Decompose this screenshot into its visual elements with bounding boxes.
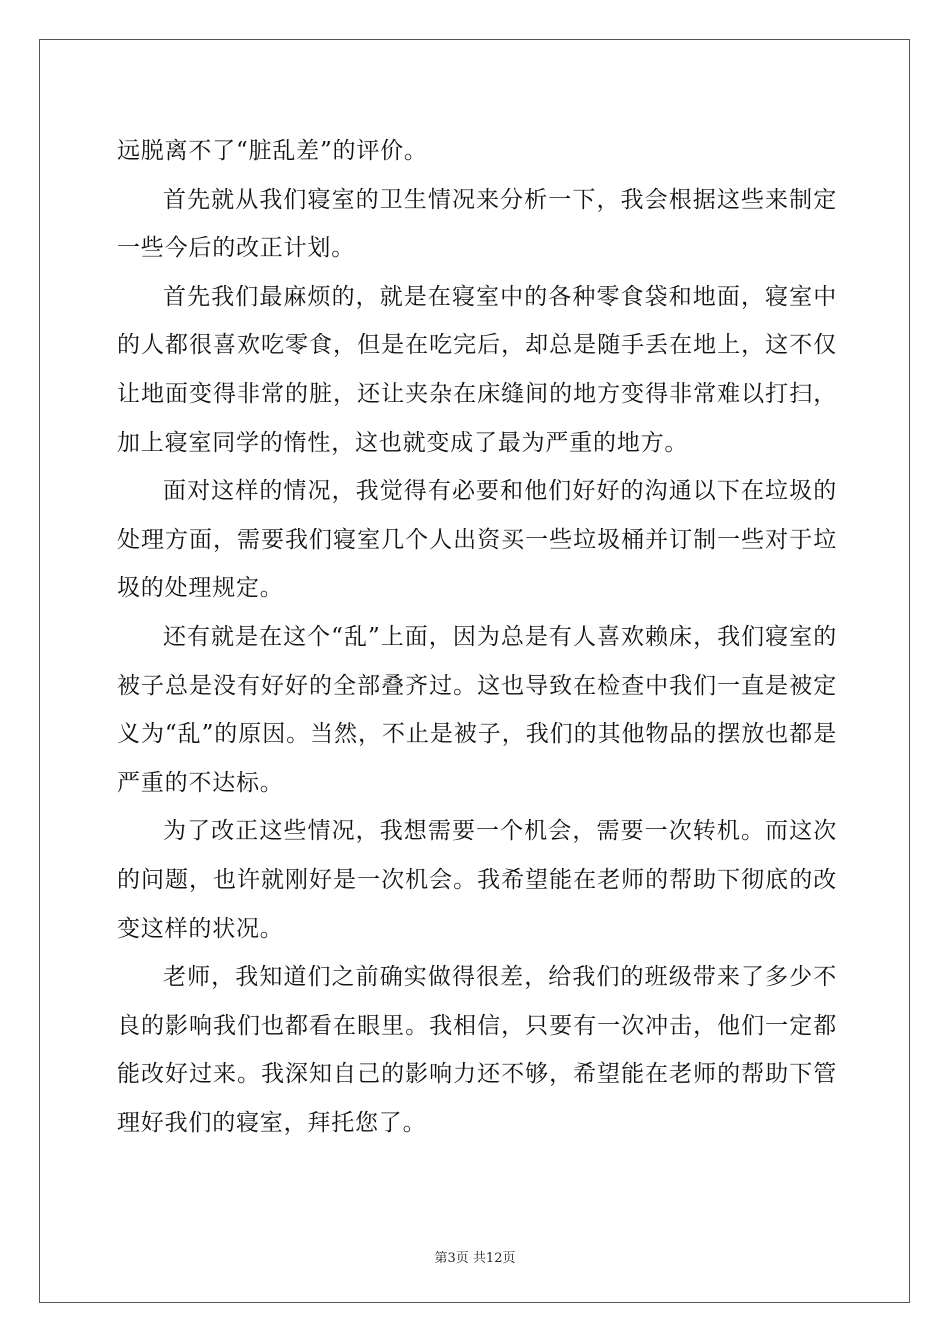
paragraph: 首先我们最麻烦的，就是在寝室中的各种零食袋和地面，寝室中的人都很喜欢吃零食，但是在吃完后，却总是随手丢在地上，这不仅让地面变得非常的脏，还让夹杂在床缝间的地方变得非常难以打扫，加上寝室同学的惰性，这也就变成了最为严重的地方。 [117,283,837,456]
paragraph: 老师，我知道们之前确实做得很差，给我们的班级带来了多少不良的影响我们也都看在眼里。我相信，只要有一次冲击，他们一定都能改好过来。我深知自己的影响力还不够，希望能在老师的帮助下管理好我们的寝室，拜托您了。 [117,964,837,1136]
page-number-footer: 第3页 共12页 [434,1251,516,1266]
paragraph: 面对这样的情况，我觉得有必要和他们好好的沟通以下在垃圾的处理方面，需要我们寝室几个人出资买一些垃圾桶并订制一些对于垃圾的处理规定。 [117,478,837,602]
paragraph: 还有就是在这个“乱”上面，因为总是有人喜欢赖床，我们寝室的被子总是没有好好的全部叠齐过。这也导致在检查中我们一直是被定义为“乱”的原因。当然，不止是被子，我们的其他物品的摆放也都是严重的不达标。 [117,623,837,796]
paragraph: 为了改正这些情况，我想需要一个机会，需要一次转机。而这次的问题，也许就刚好是一次机会。我希望能在老师的帮助下彻底的改变这样的状况。 [117,818,837,942]
paragraph: 首先就从我们寝室的卫生情况来分析一下，我会根据这些来制定一些今后的改正计划。 [117,186,837,262]
document-body [117,127,837,1147]
paragraph: 远脱离不了“脏乱差”的评价。 [117,138,428,164]
